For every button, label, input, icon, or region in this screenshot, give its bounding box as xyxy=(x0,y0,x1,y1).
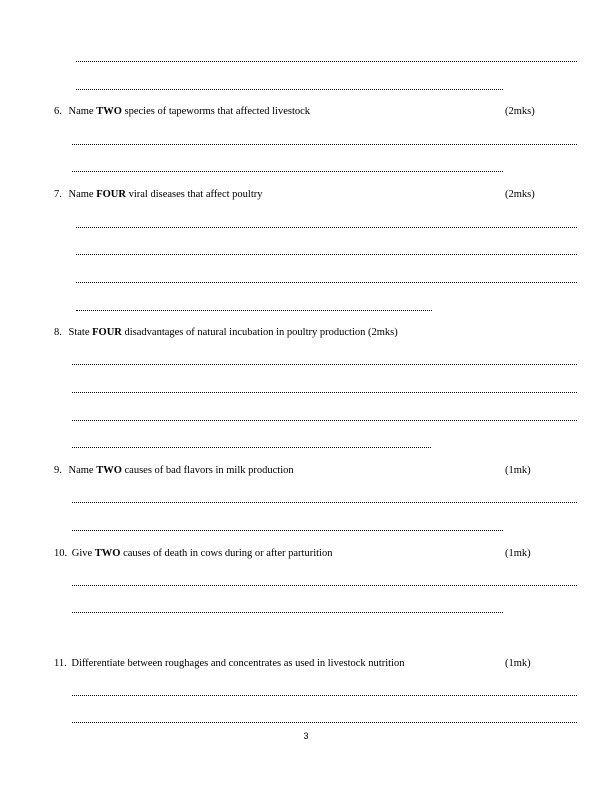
answer-line xyxy=(76,61,577,62)
answer-line xyxy=(72,612,503,613)
answer-line xyxy=(72,502,577,503)
question-text-pre: Differentiate between roughages and concentrates as used in livestock nutrition xyxy=(71,658,405,669)
question-text-post: species of tapeworms that affected livestock xyxy=(121,106,311,117)
marks-label: (2mks) xyxy=(505,106,535,117)
answer-line xyxy=(76,89,503,90)
question-8 xyxy=(54,326,398,339)
question-emphasis: TWO xyxy=(96,106,122,117)
question-9 xyxy=(54,464,294,477)
question-text-pre: Name xyxy=(68,106,97,117)
question-emphasis: TWO xyxy=(94,548,121,559)
marks-label: (2mks) xyxy=(505,189,535,200)
answer-line xyxy=(72,585,577,586)
question-text-post: viral diseases that affect poultry xyxy=(125,189,263,200)
answer-line xyxy=(76,254,577,255)
question-text-pre: Name xyxy=(68,189,97,200)
question-text-post: causes of death in cows during or after parturition xyxy=(120,548,333,559)
question-number: 8. xyxy=(54,327,62,338)
marks-label: (1mk) xyxy=(505,658,531,669)
question-number: 11. xyxy=(54,658,67,669)
question-11 xyxy=(54,657,404,670)
answer-line xyxy=(76,310,432,311)
answer-line xyxy=(76,282,577,283)
marks-label: (1mk) xyxy=(505,465,531,476)
answer-line xyxy=(72,695,577,696)
question-emphasis: FOUR xyxy=(92,327,122,338)
question-number: 7. xyxy=(54,189,62,200)
answer-line xyxy=(72,447,431,448)
question-number: 6. xyxy=(54,106,62,117)
page-number: 3 xyxy=(303,731,309,741)
question-10 xyxy=(54,547,332,560)
question-7 xyxy=(54,188,263,201)
answer-line xyxy=(72,420,577,421)
answer-line xyxy=(72,530,503,531)
question-number: 10. xyxy=(54,548,68,559)
question-emphasis: FOUR xyxy=(96,189,126,200)
answer-line xyxy=(72,171,503,172)
answer-line xyxy=(72,722,577,723)
question-text-pre: Name xyxy=(68,465,97,476)
question-text-pre: Give xyxy=(71,548,95,559)
answer-line xyxy=(76,227,577,228)
question-text-post: disadvantages of natural incubation in poultry production (2mks) xyxy=(121,327,398,338)
answer-line xyxy=(72,144,577,145)
question-text-pre: State xyxy=(68,327,93,338)
answer-line xyxy=(72,392,577,393)
question-emphasis: TWO xyxy=(96,465,122,476)
question-text-post: causes of bad flavors in milk production xyxy=(121,465,294,476)
marks-label: (1mk) xyxy=(505,548,531,559)
question-number: 9. xyxy=(54,465,62,476)
answer-line xyxy=(72,364,577,365)
question-6 xyxy=(54,105,310,118)
